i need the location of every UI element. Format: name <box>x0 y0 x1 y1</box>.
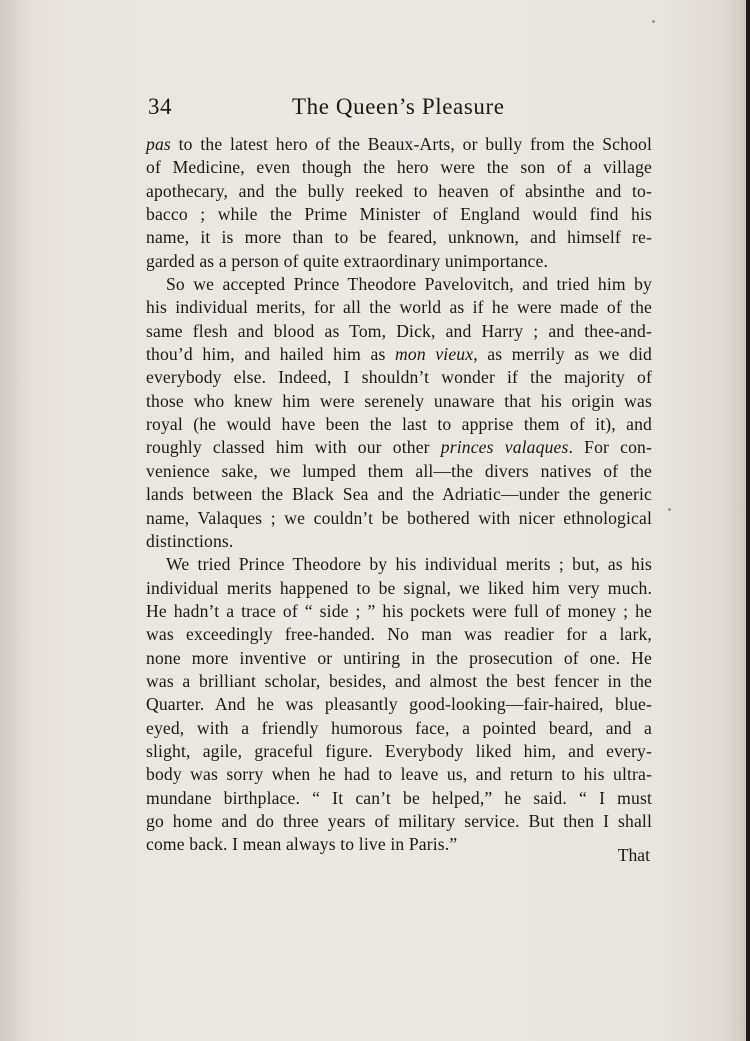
page-number: 34 <box>148 94 172 119</box>
text-line: royal (he would have been the last to apprise them of it), and <box>146 414 652 435</box>
body-text <box>146 133 652 857</box>
page-header <box>148 94 658 124</box>
text-line: eyed, with a friendly humorous face, a pointed beard, and a <box>146 717 652 738</box>
text-line: pas to the latest hero of the Beaux-Arts, or bully from the School <box>146 134 652 154</box>
text-line: everybody else. Indeed, I shouldn’t wonder if the majority of <box>146 367 652 388</box>
paper-speck <box>668 508 671 511</box>
text-line: He hadn’t a trace of “ side ; ” his pockets were full of money ; he <box>146 600 652 621</box>
paper-speck <box>652 20 655 23</box>
text-line: garded as a person of quite extraordinary unimportance. <box>146 250 549 271</box>
catchword: That <box>617 845 650 865</box>
italic-phrase: pas <box>146 134 171 154</box>
text-line: slight, agile, graceful figure. Everybody liked him, and every- <box>146 740 652 761</box>
text-line: distinctions. <box>146 530 234 551</box>
text-line: lands between the Black Sea and the Adriatic—under the generic <box>146 484 652 505</box>
text-line: body was sorry when he had to leave us, and return to his ultra- <box>146 764 652 785</box>
text-line: mundane birthplace. “ It can’t be helped,” he said. “ I must <box>146 787 652 808</box>
page-edge-shadow <box>746 0 750 1041</box>
text-line: none more inventive or untiring in the prosecution of one. He <box>146 647 652 668</box>
text-line: apothecary, and the bully reeked to heaven of absinthe and to- <box>146 180 652 201</box>
text-line: was exceedingly free-handed. No man was readier for a lark, <box>146 624 652 645</box>
text-line: go home and do three years of military service. But then I shall <box>146 810 652 831</box>
italic-phrase: princes valaques <box>440 437 569 458</box>
text-line: Quarter. And he was pleasantly good-looking—fair-haired, blue- <box>146 694 652 715</box>
text-line: bacco ; while the Prime Minister of England would find his <box>146 204 652 225</box>
text-line: roughly classed him with our other princes valaques. For con- <box>146 437 652 458</box>
text-line: was a brilliant scholar, besides, and almost the best fencer in the <box>146 670 652 691</box>
text-line: So we accepted Prince Theodore Pavelovitch, and tried him by <box>166 274 652 295</box>
text-line: those who knew him were serenely unaware that his origin was <box>146 390 652 411</box>
text-line: name, Valaques ; we couldn’t be bothered with nicer ethnological <box>146 507 652 528</box>
text-line: his individual merits, for all the world as if he were made of the <box>146 297 652 318</box>
text-line: come back. I mean always to live in Paris.” <box>146 834 458 855</box>
text-line: We tried Prince Theodore by his individual merits ; but, as his <box>166 554 652 575</box>
text-line: name, it is more than to be feared, unknown, and himself re- <box>146 227 652 248</box>
text-line: of Medicine, even though the hero were the son of a village <box>146 157 652 178</box>
text-line: venience sake, we lumped them all—the divers natives of the <box>146 460 652 481</box>
text-line: thou’d him, and hailed him as mon vieux, as merrily as we did <box>146 344 652 365</box>
running-title: The Queen’s Pleasure <box>292 94 505 119</box>
italic-phrase: mon vieux <box>395 344 474 365</box>
text-line: same flesh and blood as Tom, Dick, and Harry ; and thee-and- <box>146 320 652 341</box>
text-line: individual merits happened to be signal, we liked him very much. <box>146 577 652 598</box>
